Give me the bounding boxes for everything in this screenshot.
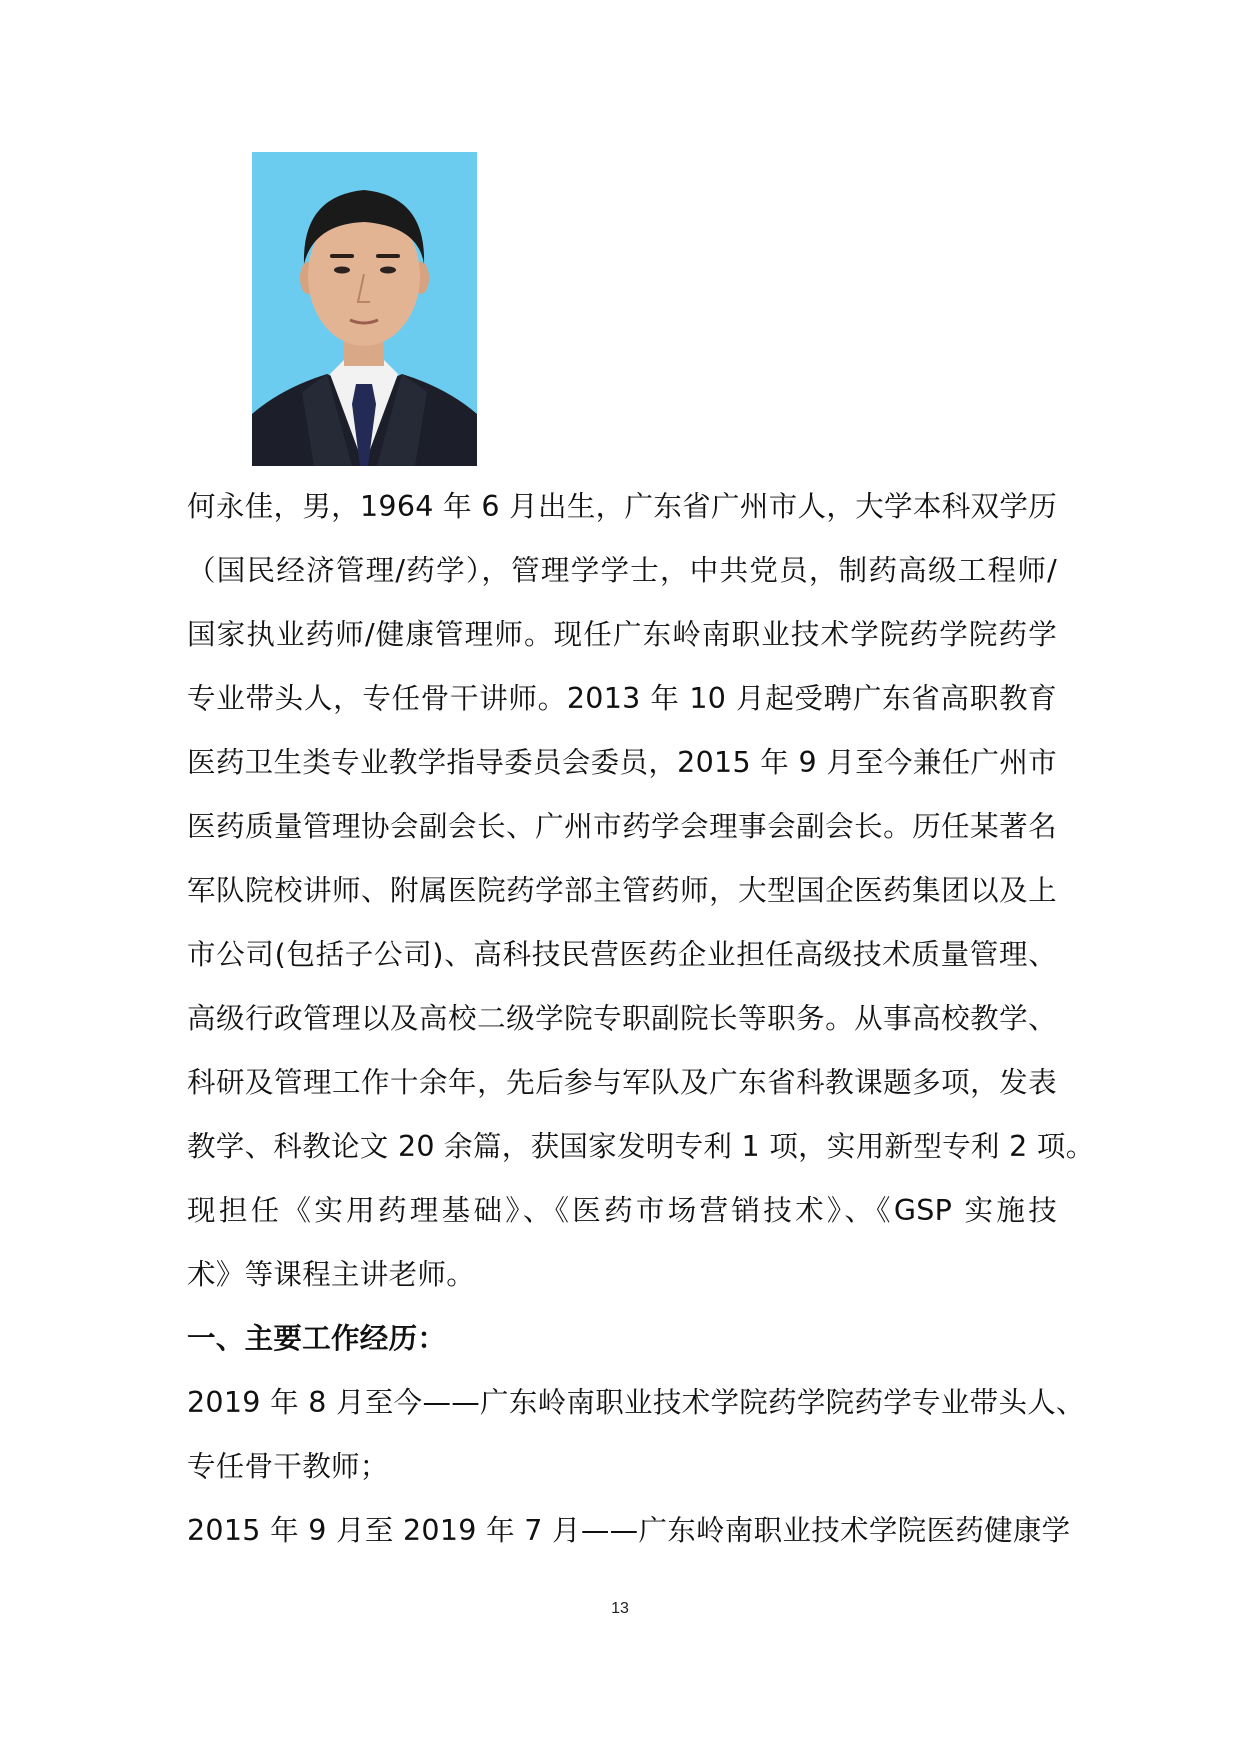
document-body [187,475,1095,1563]
experience-line: 2019 年 8 月至今——广东岭南职业技术学院药学院药学专业带头人、 [187,1386,1085,1419]
experience-line: 2015 年 9 月至 2019 年 7 月——广东岭南职业技术学院医药健康学 [187,1514,1071,1547]
page-number: 13 [611,1600,629,1617]
bio-line: 何永佳，男，1964 年 6 月出生，广东省广州市人，大学本科双学历 [187,490,1057,523]
bio-line: 国家执业药师/健康管理师。现任广东岭南职业技术学院药学院药学 [187,618,1057,651]
bio-line: 科研及管理工作十余年，先后参与军队及广东省科教课题多项，发表 [187,1066,1057,1099]
bio-line: 医药质量管理协会副会长、广州市药学会理事会副会长。历任某著名 [187,810,1057,843]
experience-line: 专任骨干教师； [187,1450,389,1483]
bio-line: 教学、科教论文 20 余篇，获国家发明专利 1 项，实用新型专利 2 项。 [187,1130,1095,1163]
bio-line: 高级行政管理以及高校二级学院专职副院长等职务。从事高校教学、 [187,1002,1057,1035]
bio-line: 军队院校讲师、附属医院药学部主管药师，大型国企医药集团以及上 [187,874,1057,907]
bio-line: 专业带头人，专任骨干讲师。2013 年 10 月起受聘广东省高职教育 [187,682,1057,715]
bio-line: 市公司(包括子公司)、高科技民营医药企业担任高级技术质量管理、 [187,938,1057,971]
bio-line: （国民经济管理/药学），管理学学士，中共党员，制药高级工程师/ [187,554,1057,587]
bio-line: 医药卫生类专业教学指导委员会委员，2015 年 9 月至今兼任广州市 [187,746,1057,779]
bio-line: 现担任《实用药理基础》、《医药市场营销技术》、《GSP 实施技 [187,1194,1057,1227]
bio-line: 术》等课程主讲老师。 [187,1258,476,1291]
section-heading-work-experience: 一、主要工作经历： [187,1322,447,1355]
portrait-photo [252,152,477,466]
